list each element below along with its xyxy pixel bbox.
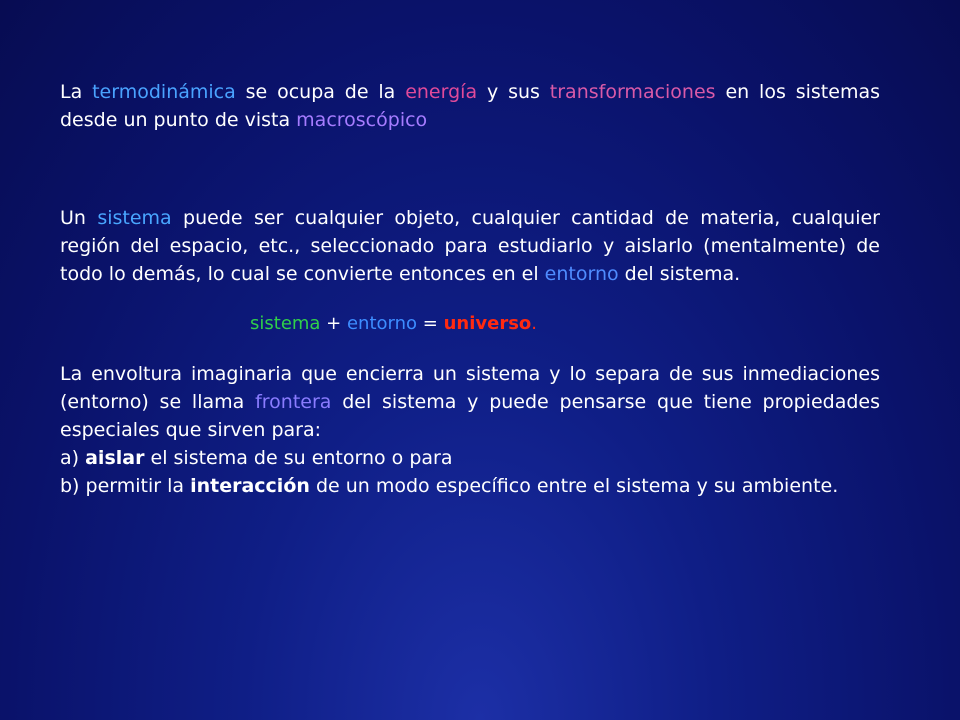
text-segment: del sistema y puede pensarse que tiene propiedades especiales que sirven para:	[60, 391, 880, 441]
term-entorno: entorno	[544, 263, 619, 285]
term-sistema: sistema	[97, 207, 172, 229]
list-prefix-a: a)	[60, 447, 86, 469]
text-segment: y sus	[477, 81, 550, 103]
text-segment: del sistema.	[618, 263, 741, 285]
eq-entorno: entorno	[346, 313, 418, 334]
list-prefix-b: b) permitir la	[60, 475, 191, 497]
text-segment: La	[60, 81, 93, 103]
text-segment: puede ser cualquier objeto, cualquier cantidad de materia, cualquier región del espacio, etc., seleccionado para estudiarlo y aislarlo (mentalmente) de todo lo demás, lo cual se convierte entonces en el	[60, 207, 880, 285]
eq-plus: +	[320, 313, 347, 334]
list-item-a	[60, 444, 880, 472]
term-energia: energía	[405, 81, 478, 103]
text-segment: en los sistemas desde un punto de vista	[60, 81, 880, 131]
text-segment: de un modo específico entre el sistema y su ambiente.	[309, 475, 839, 497]
eq-period: .	[531, 313, 538, 334]
term-frontera: frontera	[255, 391, 332, 413]
term-macroscopico: macroscópico	[296, 109, 428, 131]
text-segment: Un	[60, 207, 98, 229]
text-segment: se ocupa de la	[235, 81, 406, 103]
slide-content	[60, 78, 880, 500]
term-aislar: aislar	[85, 447, 145, 469]
paragraph-frontera	[60, 360, 880, 444]
eq-sistema: sistema	[250, 313, 321, 334]
equation	[250, 310, 880, 338]
term-interaccion: interacción	[190, 475, 310, 497]
list-item-b	[60, 472, 880, 500]
term-transformaciones: transformaciones	[549, 81, 716, 103]
paragraph-sistema	[60, 204, 880, 288]
eq-equals: =	[417, 313, 444, 334]
eq-universo: universo	[443, 313, 532, 334]
term-termodinamica: termodinámica	[92, 81, 236, 103]
paragraph-termodinamica	[60, 78, 880, 134]
text-segment: el sistema de su entorno o para	[144, 447, 453, 469]
text-segment: La envoltura imaginaria que encierra un sistema y lo separa de sus inmediaciones (entorno) se llama	[60, 363, 880, 413]
